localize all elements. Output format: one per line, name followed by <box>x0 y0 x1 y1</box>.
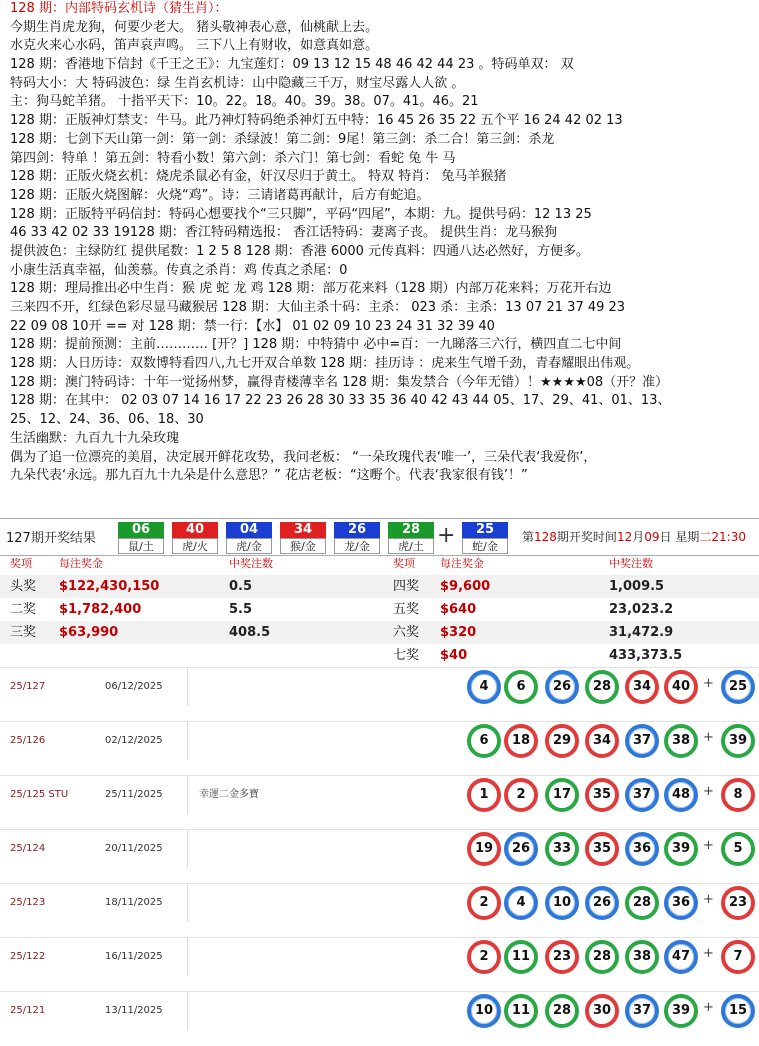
result-plus-sign: + <box>703 946 714 961</box>
result-special-ball: 15 <box>721 994 755 1028</box>
column-divider <box>187 776 188 814</box>
result-note: 幸運二金多寶 <box>199 789 259 800</box>
draw-ball-6 <box>388 522 434 554</box>
prize-amount: $40 <box>440 648 468 663</box>
poem-line: 偶为了追一位漂亮的美眉，决定展开鲜花攻势，我问老板： “一朵玫瑰代表‘唯一’，三朵代表‘我爱你’， <box>10 449 597 465</box>
prize-name: 五奖 <box>393 602 420 617</box>
count-header-label-right: 中奖注数 <box>609 557 653 570</box>
result-plus-sign: + <box>703 892 714 907</box>
prize-name: 四奖 <box>393 579 420 594</box>
next-draw-time <box>522 528 746 545</box>
result-ball: 28 <box>585 670 619 704</box>
result-date: 02/12/2025 <box>105 735 163 746</box>
result-issue-link[interactable]: 25/124 <box>10 843 46 854</box>
draw-ball-number: 28 <box>388 522 434 538</box>
result-ball: 26 <box>504 832 538 866</box>
poem-line: 128 期：正版神灯禁支：牛马。此乃神灯特码绝杀神灯五中特：16 45 26 35 22 五个平 16 24 42 02 13 <box>10 113 623 129</box>
result-plus-sign: + <box>703 784 714 799</box>
prize-amount: $122,430,150 <box>59 579 160 594</box>
result-ball: 6 <box>467 724 501 758</box>
prize-winners: 0.5 <box>229 579 253 594</box>
draw-ball-number: 06 <box>118 522 164 538</box>
poem-line: 128 期：提前预测：主前………… [开？] 128 期：中特猜中 必中=百：一九睇落三六行，横四直二七中间 <box>10 337 622 353</box>
prize-amount: $9,600 <box>440 579 491 594</box>
next-draw-weekday: 二 <box>699 530 712 544</box>
result-issue-link[interactable]: 25/126 <box>10 735 46 746</box>
next-draw-mid: 期开奖时间 <box>556 530 617 544</box>
result-ball: 35 <box>585 778 619 812</box>
prize-name: 七奖 <box>393 648 420 663</box>
next-draw-day: 09 <box>644 530 660 544</box>
draw-ball-2 <box>172 522 218 554</box>
draw-ball-number: 25 <box>462 522 508 538</box>
result-ball: 19 <box>467 832 501 866</box>
result-ball: 38 <box>664 724 698 758</box>
draw-ball-zodiac: 虎/火 <box>172 538 218 554</box>
result-special-ball: 5 <box>721 832 755 866</box>
result-ball: 4 <box>504 886 538 920</box>
result-ball: 1 <box>467 778 501 812</box>
draw-plus-sign: + <box>437 523 456 548</box>
result-issue-link[interactable]: 25/127 <box>10 681 46 692</box>
count-header-label: 中奖注数 <box>229 557 273 570</box>
result-row <box>0 667 759 722</box>
poem-line: 128 期：正版特平码信封：特码心想要找个“三只脚”，平码“四尾”，本期：九。提供号码：12 13 25 <box>10 206 592 222</box>
prize-winners: 408.5 <box>229 625 271 640</box>
poem-line: 特码大小：大 特码波色：绿 生肖玄机诗：山中隐藏三千万，财宝尽露人人欲 。 <box>10 75 465 91</box>
result-row <box>0 721 759 776</box>
prize-table <box>0 555 759 667</box>
result-ball: 10 <box>467 994 501 1028</box>
result-date: 18/11/2025 <box>105 897 163 908</box>
result-special-ball: 8 <box>721 778 755 812</box>
draw-ball-number: 40 <box>172 522 218 538</box>
result-ball: 37 <box>625 724 659 758</box>
poem-line: 提供波色：主绿防红 提供尾数：1 2 5 8 128 期：香港 6000 元传真料：四通八达必然好，方便多。 <box>10 243 590 259</box>
result-row <box>0 883 759 938</box>
results-list <box>0 667 759 1035</box>
result-ball: 36 <box>625 832 659 866</box>
next-draw-issue: 128 <box>534 530 557 544</box>
result-issue-link[interactable]: 25/123 <box>10 897 46 908</box>
draw-ball-zodiac: 蛇/金 <box>462 538 508 554</box>
draw-ball-zodiac: 虎/金 <box>226 538 272 554</box>
result-date: 13/11/2025 <box>105 1005 163 1016</box>
result-ball: 17 <box>545 778 579 812</box>
draw-ball-5 <box>334 522 380 554</box>
column-divider <box>187 992 188 1030</box>
result-ball: 35 <box>585 832 619 866</box>
draw-ball-zodiac: 虎/土 <box>388 538 434 554</box>
poem-line: 128 期：澳门特码诗：十年一觉扬州梦，赢得青楼薄幸名 128 期：集发禁合（今年无错）！★★★★08（开？准） <box>10 374 669 390</box>
result-ball: 4 <box>467 670 501 704</box>
result-ball: 37 <box>625 778 659 812</box>
result-ball: 34 <box>625 670 659 704</box>
result-ball: 48 <box>664 778 698 812</box>
column-divider <box>187 884 188 922</box>
result-ball: 11 <box>504 994 538 1028</box>
poem-line: 46 33 42 02 33 19128 期：香江特码精选报： 香江话特码：妻离子丧。 提供生肖：龙马猴狗 <box>10 225 558 241</box>
result-plus-sign: + <box>703 838 714 853</box>
prize-row <box>0 575 759 598</box>
prize-header-label-right: 奖项 <box>393 557 415 570</box>
result-row <box>0 937 759 992</box>
poem-line: 九朵代表‘永远。那九百九十九朵是什么意思？” 花店老板：“这嘢个。代表‘我家很有钱’！” <box>10 468 528 484</box>
result-date: 25/11/2025 <box>105 789 163 800</box>
result-plus-sign: + <box>703 676 714 691</box>
result-ball: 10 <box>545 886 579 920</box>
column-divider <box>187 722 188 760</box>
result-ball: 6 <box>504 670 538 704</box>
poem-line: 128 期：理局推出必中生肖：猴 虎 蛇 龙 鸡 128 期：部万花来料（128 期）内部万花来料；万花开右边 <box>10 281 612 297</box>
column-divider <box>187 668 188 706</box>
poem-line: 22 09 08 10开 == 对 128 期：禁一行：【水】 01 02 09 10 23 24 31 32 39 40 <box>10 318 495 334</box>
prize-row <box>0 644 759 667</box>
column-divider <box>187 830 188 868</box>
result-row <box>0 775 759 830</box>
prize-header-label: 奖项 <box>10 557 32 570</box>
prize-amount: $640 <box>440 602 477 617</box>
result-special-ball: 7 <box>721 940 755 974</box>
result-ball: 47 <box>664 940 698 974</box>
poem-line: 128 期：人日历诗：双数博特看四八,九七开双合单数 128 期：挂历诗 ：虎来生气增千劲，青春耀眼出伟观。 <box>10 356 640 372</box>
poem-line: 三来四不开，红绿色彩尽显马藏猴居 128 期：大仙主杀十码：主杀： 023 杀：主杀：13 07 21 37 49 23 <box>10 300 626 315</box>
prize-amount: $320 <box>440 625 477 640</box>
result-ball: 39 <box>664 994 698 1028</box>
poem-line: 128 期：香港地下信封《千王之王》：九宝莲灯：09 13 12 15 48 46 42 44 23 。特码单双： 双 <box>10 57 574 73</box>
next-draw-prefix: 第 <box>522 530 535 544</box>
result-ball: 28 <box>625 886 659 920</box>
forecast-poem-panel <box>0 0 759 517</box>
draw-ball-zodiac: 鼠/土 <box>118 538 164 554</box>
poem-line: 水克火来心水码，笛声哀声鸣。 三下八上有财收，如意真如意。 <box>10 38 379 54</box>
result-row <box>0 829 759 884</box>
prize-amount: $1,782,400 <box>59 602 142 617</box>
result-ball: 36 <box>664 886 698 920</box>
result-ball: 30 <box>585 994 619 1028</box>
draw-ball-3 <box>226 522 272 554</box>
result-ball: 28 <box>585 940 619 974</box>
prize-winners: 31,472.9 <box>609 625 674 640</box>
draw-ball-number: 26 <box>334 522 380 538</box>
draw-ball-zodiac: 猴/金 <box>280 538 326 554</box>
result-ball: 18 <box>504 724 538 758</box>
draw-result-label: 127期开奖结果 <box>6 531 96 546</box>
result-plus-sign: + <box>703 730 714 745</box>
result-ball: 33 <box>545 832 579 866</box>
next-draw-week-prefix: 星期 <box>675 530 700 544</box>
amount-header-label-right: 每注奖金 <box>440 557 484 570</box>
result-plus-sign: + <box>703 1000 714 1015</box>
prize-amount: $63,990 <box>59 625 119 640</box>
prize-winners: 23,023.2 <box>609 602 674 617</box>
result-row <box>0 991 759 1046</box>
draw-ball-4 <box>280 522 326 554</box>
next-draw-month: 12 <box>616 530 633 544</box>
prize-winners: 433,373.5 <box>609 648 683 663</box>
result-issue-link[interactable]: 25/122 <box>10 951 46 962</box>
result-ball: 34 <box>585 724 619 758</box>
prize-name: 六奖 <box>393 625 420 640</box>
result-ball: 37 <box>625 994 659 1028</box>
next-draw-month-suffix: 月 <box>632 530 645 544</box>
poem-line: 第四剑：特单 ！第五剑：特看小数！第六剑：杀六门！第七剑：看蛇 兔 牛 马 <box>10 150 456 166</box>
result-special-ball: 23 <box>721 886 755 920</box>
draw-ball-number: 04 <box>226 522 272 538</box>
draw-special-ball <box>462 522 508 554</box>
amount-header-label: 每注奖金 <box>59 557 103 570</box>
draw-ball-number: 34 <box>280 522 326 538</box>
result-ball: 2 <box>504 778 538 812</box>
draw-ball-zodiac: 龙/金 <box>334 538 380 554</box>
next-draw-clock: 21:30 <box>711 530 746 544</box>
result-ball: 2 <box>467 886 501 920</box>
poem-line: 主：狗马蛇羊猪。 十指平天下：10。22。18。40。39。38。07。41。46。21 <box>10 94 479 110</box>
poem-line: 128 期：内部特码玄机诗（猜生肖）： <box>10 1 228 16</box>
result-ball: 11 <box>504 940 538 974</box>
poem-line: 128 期：在其中： 02 03 07 14 16 17 22 23 26 28 30 33 35 36 40 42 43 44 05、17、29、41、01、13、 <box>10 393 671 409</box>
poem-line: 128 期：七剑下天山第一剑：第一剑：杀绿波！第二剑：9尾！第三剑：杀二合！第三剑：杀龙 <box>10 131 555 147</box>
result-date: 06/12/2025 <box>105 681 163 692</box>
poem-line: 小康生活真幸福，仙羡慕。传真之杀肖：鸡 传真之杀尾：0 <box>10 262 348 278</box>
prize-name: 头奖 <box>10 579 37 594</box>
result-date: 16/11/2025 <box>105 951 163 962</box>
prize-name: 二奖 <box>10 602 37 617</box>
result-ball: 2 <box>467 940 501 974</box>
next-draw-day-suffix: 日 <box>659 530 672 544</box>
result-issue-link[interactable]: 25/125 STU <box>10 789 69 800</box>
prize-winners: 5.5 <box>229 602 253 617</box>
result-ball: 26 <box>545 670 579 704</box>
prize-winners: 1,009.5 <box>609 579 665 594</box>
poem-line: 生活幽默：九百九十九朵玫瑰 <box>10 430 180 446</box>
poem-line: 25、12、24、36、06、18、30 <box>10 412 204 428</box>
result-ball: 38 <box>625 940 659 974</box>
result-special-ball: 39 <box>721 724 755 758</box>
result-ball: 40 <box>664 670 698 704</box>
prize-row <box>0 598 759 621</box>
prize-name: 三奖 <box>10 625 37 640</box>
poem-line: 128 期：正版火烧图解：火烧“鸡”。诗：三请诸葛再献计，后方有蛇追。 <box>10 187 430 203</box>
result-date: 20/11/2025 <box>105 843 163 854</box>
result-ball: 29 <box>545 724 579 758</box>
draw-result-bar <box>0 518 759 556</box>
poem-line: 128 期：正版火烧玄机：烧虎杀鼠必有金，奸汉尽归于黄土。 特双 特肖： 兔马羊猴猪 <box>10 169 507 185</box>
result-issue-link[interactable]: 25/121 <box>10 1005 46 1016</box>
poem-line: 今期生肖虎龙狗，何要少老大。 猪头敬神表心意，仙桃献上去。 <box>10 19 379 35</box>
prize-row <box>0 621 759 644</box>
result-ball: 23 <box>545 940 579 974</box>
result-ball: 28 <box>545 994 579 1028</box>
column-divider <box>187 938 188 976</box>
draw-ball-1 <box>118 522 164 554</box>
result-special-ball: 25 <box>721 670 755 704</box>
result-ball: 39 <box>664 832 698 866</box>
result-ball: 26 <box>585 886 619 920</box>
